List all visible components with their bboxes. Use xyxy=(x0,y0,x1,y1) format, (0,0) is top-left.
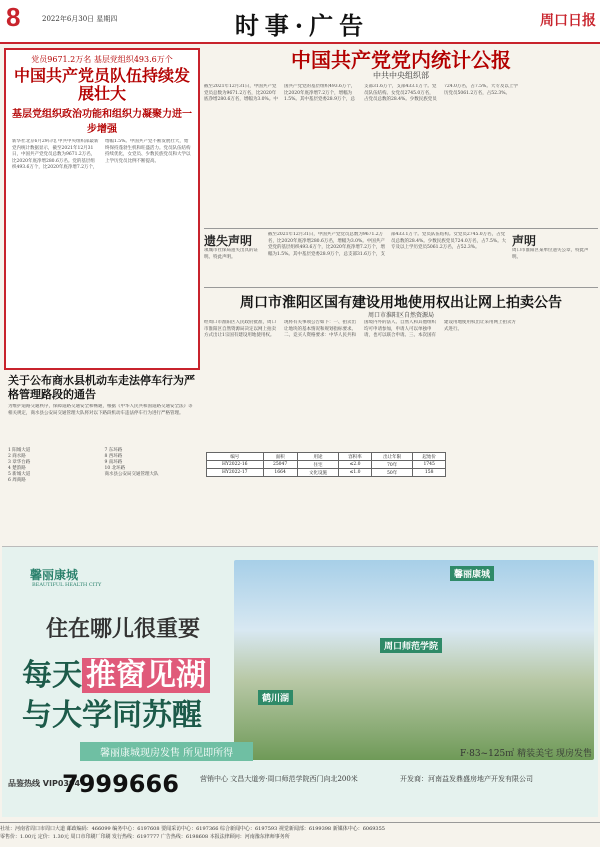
page-number: 8 xyxy=(6,2,21,32)
table-cell: ≤2.0 xyxy=(339,461,372,469)
declaration-body: 周口市淮阳区某单位遗失公章，特此声明。 xyxy=(512,248,589,260)
list-item: 5 新城大道 xyxy=(8,472,31,477)
table-cell: HY2022-17 xyxy=(207,469,264,477)
table-row xyxy=(207,469,446,477)
notice-signature: 商水县公安局交通管理大队 xyxy=(104,472,159,477)
list-item: 9 南环路 xyxy=(104,460,123,465)
section-title: 时事·广告 xyxy=(234,11,370,40)
footer-line2: 零售价：1.00元 定价：1.30元 周口市印刷厂印刷 发行热线：6197777 广告热线：6198608 本报法律顾问：河南豫东律师事务所 xyxy=(0,834,290,840)
lead-article-box xyxy=(4,48,200,370)
traffic-notice-title: 关于公布商水县机动车走法停车行为严格管理路段的通告 xyxy=(8,374,195,401)
footer-line1: 社址：河南省周口市周口大道 邮政编码：466099 编务中心：6197608 要闻采访中心：6197366 综合新闻中心：6197593 视觉新闻部：6199398 新媒体中心：6069355 xyxy=(0,826,385,832)
lead-top-line: 党员9671.2万名 基层党组织493.6万个 xyxy=(31,55,173,64)
list-item: 4 楚韵路 xyxy=(8,466,26,471)
land-table xyxy=(206,452,446,477)
ad-label-school: 周口师范学院 xyxy=(380,638,442,653)
table-cell: HY2022-16 xyxy=(207,461,264,469)
lead-body: 新华社北京6月29日电 中共中央组织部最新党内统计数据显示，截至2021年12月31日，中国共产党党员总数为9671.2万名，比2020年底净增280.6万名。党的基层组织493.6万个，比2020年底净增7.2万个，增幅1.5%。中国共产党不断发展壮大，始终保持蓬勃生机和旺盛活力。党员队伍结构持续优化，女党员、少数民族党员和大学以上学历党员比例不断提高。 xyxy=(12,139,191,170)
small-notices: 截至2021年12月31日，中国共产党党员总数为9671.2万名，比2020年底净增280.6万名，增幅为3.0%。中国共产党党的基层组织493.6万个，比2020年底净增7.2万个，增幅为1.5%。其中基层党委28.9万个，总支部31.6万个，支部433.1万个。党员队伍结构。女党员2745.0万名，占党员总数的28.4%。少数民族党员724.0万名，占7.5%。大专及以上学历党员5061.2万名，占52.3%。 xyxy=(268,232,507,257)
table-row xyxy=(207,461,446,469)
lead-subhead: 基层党组织政治功能和组织力凝聚力进一步增强 xyxy=(12,109,192,135)
ad-phone: 7999666 xyxy=(62,770,179,798)
traffic-notice-body: 为维护道路交通秩序，保障道路交通安全和畅通，根据《中华人民共和国道路交通安全法》等相关规定，商水县公安局交通管理大队将对以下路段机动车违法停车行为进行严格管理。 xyxy=(8,404,193,416)
list-item: 6 周商路 xyxy=(8,478,26,483)
list-item: 1 阳城大道 xyxy=(8,448,31,453)
aerial-photo xyxy=(234,560,594,760)
auction-title: 周口市淮阳区国有建设用地使用权出让网上拍卖公告 xyxy=(240,295,562,311)
bulletin-body: 截至2021年12月31日，中国共产党党员总数为9671.2万名，比2020年底净增280.6万名，增幅为3.0%。中国共产党党的基层组织493.6万个，比2020年底净增7.2万个，增幅为1.5%。其中基层党委28.9万个，总支部31.6万个，支部433.1万个。党员队伍结构。女党员2745.0万名，占党员总数的28.4%。少数民族党员724.0万名，占7.5%。大专及以上学历党员5061.2万名，占52.3%。 xyxy=(204,84,518,102)
table-cell: 文化设施 xyxy=(297,469,339,477)
auction-subtitle: 周口市淮阳区自然资源局 xyxy=(367,312,434,319)
ad-question: 住在哪儿很重要 xyxy=(46,617,201,642)
ad-slogan-highlight: 推窗见湖 xyxy=(82,658,210,693)
road-list xyxy=(8,448,196,484)
list-item: 3 章华台路 xyxy=(8,460,31,465)
table-header-row xyxy=(207,453,446,461)
loss-statement-title: 遗失声明 xyxy=(204,234,253,248)
table-cell: 1664 xyxy=(263,469,297,477)
ad-label-city: 馨丽康城 xyxy=(450,566,494,581)
table-header: 容积率 xyxy=(339,453,372,461)
ad-slogan-line2: 与大学同苏醒 xyxy=(22,698,202,733)
declaration-title: 声明 xyxy=(512,234,537,248)
table-cell: 25047 xyxy=(263,461,297,469)
ad-tagline: 馨丽康城现房发售 所见即所得 xyxy=(80,742,253,761)
list-item: 2 商水路 xyxy=(8,454,26,459)
table-cell: 158 xyxy=(413,469,446,477)
lead-headline: 中国共产党员队伍持续发展壮大 xyxy=(13,66,190,103)
newspaper-brand: 周口日报 xyxy=(540,13,596,29)
table-header: 起始价 xyxy=(413,453,446,461)
table-header: 用途 xyxy=(297,453,339,461)
ad-developer: 开发商：河南益发鼎盛房地产开发有限公司 xyxy=(400,775,533,783)
footer xyxy=(0,822,600,841)
bulletin-title: 中国共产党党内统计公报 xyxy=(291,48,511,72)
table-header: 编号 xyxy=(207,453,264,461)
list-item: 8 西环路 xyxy=(104,454,123,459)
date-line: 2022年6月30日 星期四 xyxy=(42,15,118,23)
table-cell: 1745 xyxy=(413,461,446,469)
ad-label-lake: 鹤川湖 xyxy=(258,690,293,705)
table-cell: ≤1.0 xyxy=(339,469,372,477)
table-cell: 住宅 xyxy=(297,461,339,469)
table-cell: 70年 xyxy=(371,461,413,469)
ad-hotline-label: 品鉴热线 VIP0394 xyxy=(8,779,81,788)
ad-area: F·83~125㎡ 精装美宅 现房发售 xyxy=(460,749,592,759)
ad-address: 营销中心 文昌大道旁·周口师范学院西门向北200米 xyxy=(200,775,358,783)
auction-body: 经周口市淮阳区人民政府批准，周口市淮阳区自然资源局决定以网上拍卖方式出让1宗国有建设用地使用权。现将有关事项公告如下：一、拍卖出让地块的基本情况和规划指标要求。二、竞买人资格要求：中华人民共和国境内外的法人、自然人和其他组织均可申请参加，申请人可以单独申请，也可以联合申请。三、本次国有建设用地使用权出让采用网上拍卖方式进行。 xyxy=(204,320,516,338)
ad-slogan-line1 xyxy=(22,650,210,694)
table-header: 出让年限 xyxy=(371,453,413,461)
ad-slogan-pre: 每天 xyxy=(22,658,82,693)
ad-logo-en: BEAUTIFUL HEALTH CITY xyxy=(32,582,102,588)
loss-statement-body: 项城市社保局遗失出具的证明。特此声明。 xyxy=(204,248,258,260)
list-item: 10 北环路 xyxy=(104,466,126,471)
ad-logo: 馨丽康城 xyxy=(30,568,79,582)
table-cell: 50年 xyxy=(371,469,413,477)
bulletin-subtitle: 中共中央组织部 xyxy=(373,71,429,80)
list-item: 7 东环路 xyxy=(104,448,123,453)
table-header: 面积 xyxy=(263,453,297,461)
